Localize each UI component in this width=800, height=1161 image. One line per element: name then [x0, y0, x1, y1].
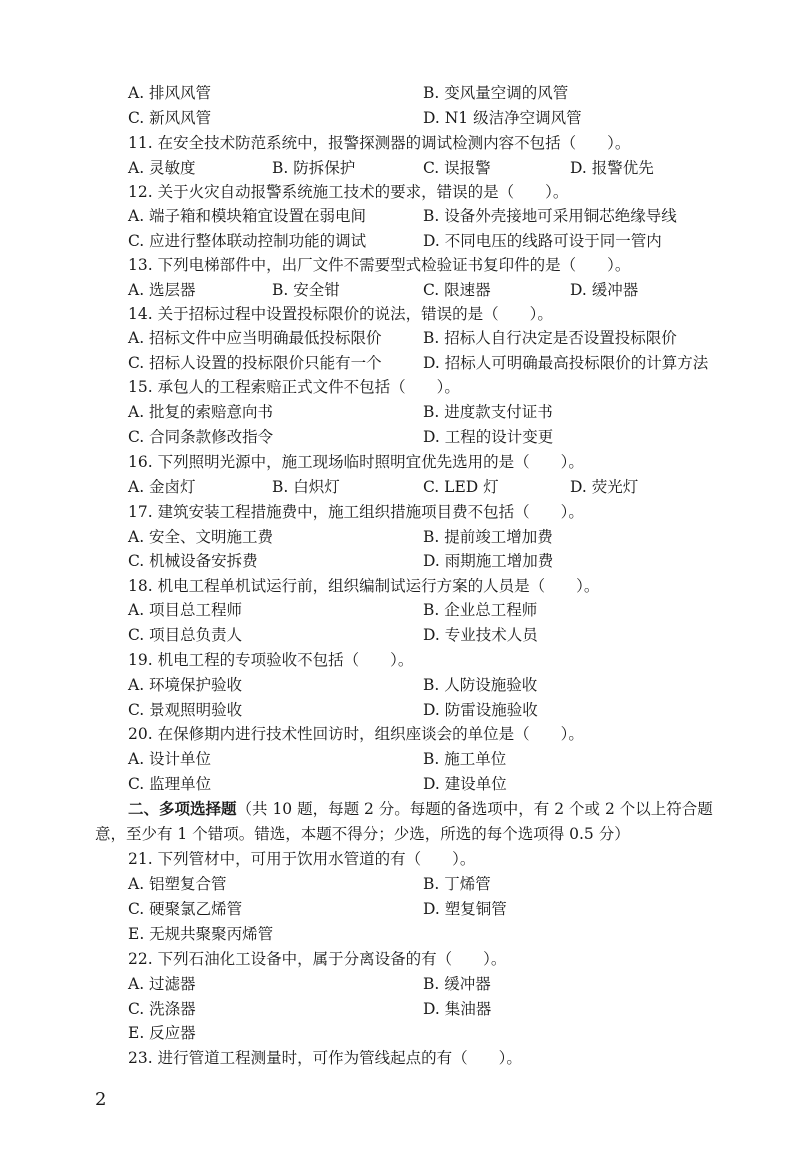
q17-options-row-1: [0, 525, 800, 549]
q17-option-a: A. 安全、文明施工费: [128, 528, 274, 546]
q22-option-b: B. 缓冲器: [423, 975, 491, 993]
q20-option-a: A. 设计单位: [128, 750, 212, 768]
q11-option-c: C. 误报警: [423, 159, 491, 177]
q16-option-d: D. 荧光灯: [570, 478, 639, 496]
q13-stem: [0, 253, 800, 277]
q22-option-c: C. 洗涤器: [128, 1000, 196, 1018]
q21-option-c: C. 硬聚氯乙烯管: [128, 900, 243, 918]
question-stem: 14. 关于招标过程中设置投标限价的说法，错误的是（ ）。: [128, 305, 553, 323]
q10-option-b: B. 变风量空调的风管: [423, 84, 569, 102]
q15-option-a: A. 批复的索赔意向书: [128, 403, 274, 421]
q20-option-d: D. 建设单位: [423, 775, 507, 793]
q12-option-b: B. 设备外壳接地可采用铜芯绝缘导线: [423, 207, 677, 225]
q15-option-b: B. 进度款支付证书: [423, 403, 553, 421]
q11-option-d: D. 报警优先: [570, 159, 654, 177]
q18-stem: [0, 574, 800, 598]
q14-option-d: D. 招标人可明确最高投标限价的计算方法: [423, 354, 709, 372]
q15-options-row-1: [0, 400, 800, 424]
q21-option-a: A. 铝塑复合管: [128, 875, 227, 893]
q22-options-row-1: [0, 972, 800, 996]
q23-stem: [0, 1046, 800, 1070]
question-stem: 11. 在安全技术防范系统中，报警探测器的调试检测内容不包括（ ）。: [128, 134, 631, 152]
q22-options-row-3: [0, 1021, 800, 1045]
q13-option-c: C. 限速器: [423, 281, 491, 299]
q11-stem: [0, 131, 800, 155]
question-stem: 18. 机电工程单机试运行前，组织编制试运行方案的人员是（ ）。: [128, 577, 600, 595]
q16-stem: [0, 450, 800, 474]
q12-options-row-1: [0, 204, 800, 228]
q21-options-row-2: [0, 897, 800, 921]
q18-option-a: A. 项目总工程师: [128, 601, 243, 619]
q18-option-d: D. 专业技术人员: [423, 626, 538, 644]
q14-options-row-2: [0, 351, 800, 375]
q15-option-d: D. 工程的设计变更: [423, 428, 554, 446]
q18-options-row-1: [0, 598, 800, 622]
q22-options-row-2: [0, 997, 800, 1021]
q19-option-c: C. 景观照明验收: [128, 701, 243, 719]
q17-stem: [0, 500, 800, 524]
q22-stem: [0, 947, 800, 971]
question-stem: 21. 下列管材中，可用于饮用水管道的有（ ）。: [128, 850, 476, 868]
q13-option-d: D. 缓冲器: [570, 281, 639, 299]
q15-options-row-2: [0, 425, 800, 449]
q10-option-c: C. 新风风管: [128, 109, 212, 127]
q16-option-b: B. 白炽灯: [272, 478, 340, 496]
q12-option-d: D. 不同电压的线路可设于同一管内: [423, 232, 662, 250]
q13-option-a: A. 选层器: [128, 281, 196, 299]
q21-options-row-1: [0, 872, 800, 896]
q22-option-a: A. 过滤器: [128, 975, 196, 993]
q10-option-d: D. N1 级洁净空调风管: [423, 109, 582, 127]
q21-option-b: B. 丁烯管: [423, 875, 491, 893]
question-stem: 19. 机电工程的专项验收不包括（ ）。: [128, 651, 414, 669]
q21-stem: [0, 847, 800, 871]
q16-option-c: C. LED 灯: [423, 478, 499, 496]
q16-options: [0, 475, 800, 499]
question-stem: 22. 下列石油化工设备中，属于分离设备的有（ ）。: [128, 950, 507, 968]
q11-option-b: B. 防拆保护: [272, 159, 356, 177]
question-stem: 17. 建筑安装工程措施费中，施工组织措施项目费不包括（ ）。: [128, 503, 584, 521]
q20-stem: [0, 722, 800, 746]
section-2-instructions: [0, 822, 800, 846]
q12-option-c: C. 应进行整体联动控制功能的调试: [128, 232, 367, 250]
q14-options-row-1: [0, 326, 800, 350]
q11-option-a: A. 灵敏度: [128, 159, 196, 177]
q19-stem: [0, 648, 800, 672]
q17-option-c: C. 机械设备安拆费: [128, 552, 258, 570]
q11-options: [0, 156, 800, 180]
page-number: 2: [95, 1089, 107, 1110]
section-instructions-continued: 意，至少有 1 个错项。错选，本题不得分；少选，所选的每个选项得 0.5 分）: [95, 825, 630, 843]
q19-option-a: A. 环境保护验收: [128, 676, 243, 694]
q20-option-c: C. 监理单位: [128, 775, 212, 793]
q10-option-a: A. 排风风管: [128, 84, 212, 102]
q19-option-d: D. 防雷设施验收: [423, 701, 538, 719]
q18-option-b: B. 企业总工程师: [423, 601, 538, 619]
q17-option-b: B. 提前竣工增加费: [423, 528, 553, 546]
q14-stem: [0, 302, 800, 326]
question-stem: 20. 在保修期内进行技术性回访时，组织座谈会的单位是（ ）。: [128, 725, 584, 743]
question-stem: 16. 下列照明光源中，施工现场临时照明宜优先选用的是（ ）。: [128, 453, 584, 471]
q20-options-row-2: [0, 772, 800, 796]
q12-option-a: A. 端子箱和模块箱宜设置在弱电间: [128, 207, 367, 225]
section-2-heading: [0, 797, 800, 821]
q14-option-a: A. 招标文件中应当明确最低投标限价: [128, 329, 382, 347]
q13-options: [0, 278, 800, 302]
q22-option-d: D. 集油器: [423, 1000, 492, 1018]
q16-option-a: A. 金卤灯: [128, 478, 196, 496]
q18-options-row-2: [0, 623, 800, 647]
q10-options-row-1: [0, 81, 800, 105]
q19-options-row-2: [0, 698, 800, 722]
section-heading-title: 二、多项选择题（共 10 题，每题 2 分。每题的备选项中，有 2 个或 2 个以上符合题: [128, 799, 713, 818]
q20-option-b: B. 施工单位: [423, 750, 507, 768]
q15-stem: [0, 375, 800, 399]
q21-option-e: E. 无规共聚聚丙烯管: [128, 925, 274, 943]
q14-option-c: C. 招标人设置的投标限价只能有一个: [128, 354, 382, 372]
q20-options-row-1: [0, 747, 800, 771]
question-stem: 13. 下列电梯部件中，出厂文件不需要型式检验证书复印件的是（ ）。: [128, 256, 631, 274]
q17-option-d: D. 雨期施工增加费: [423, 552, 554, 570]
question-stem: 12. 关于火灾自动报警系统施工技术的要求，错误的是（ ）。: [128, 183, 569, 201]
question-stem: 15. 承包人的工程索赔正式文件不包括（ ）。: [128, 378, 460, 396]
q17-options-row-2: [0, 549, 800, 573]
q10-options-row-2: [0, 106, 800, 130]
q19-option-b: B. 人防设施验收: [423, 676, 538, 694]
section-heading-instructions: （共 10 题，每题 2 分。每题的备选项中，有 2 个或 2 个以上符合题: [236, 800, 713, 818]
q21-option-d: D. 塑复铜管: [423, 900, 507, 918]
q18-option-c: C. 项目总负责人: [128, 626, 243, 644]
q19-options-row-1: [0, 673, 800, 697]
q13-option-b: B. 安全钳: [272, 281, 340, 299]
question-stem: 23. 进行管道工程测量时，可作为管线起点的有（ ）。: [128, 1049, 522, 1067]
q12-options-row-2: [0, 229, 800, 253]
q15-option-c: C. 合同条款修改指令: [128, 428, 274, 446]
q12-stem: [0, 180, 800, 204]
q21-options-row-3: [0, 922, 800, 946]
q22-option-e: E. 反应器: [128, 1024, 196, 1042]
q14-option-b: B. 招标人自行决定是否设置投标限价: [423, 329, 677, 347]
